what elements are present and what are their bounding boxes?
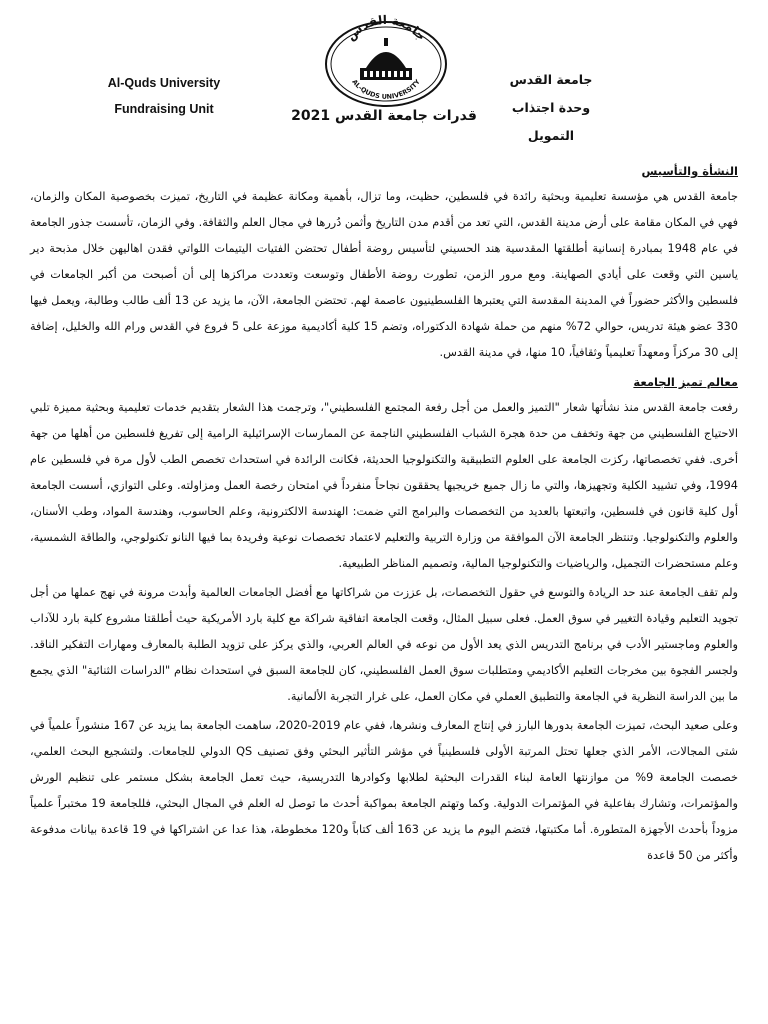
logo-text-ar: جامعة القدس [343, 12, 429, 44]
unit-name-ar: وحدة اجتذاب التمويل [511, 100, 591, 143]
university-name-en: Al-Quds University [107, 76, 221, 90]
paragraph: وعلى صعيد البحث، تميزت الجامعة بدورها البارز في إنتاج المعارف ونشرها، ففي عام 2019-2020، ساهمت الجامعة بما يزيد عن 167 منشوراً علمياً في شتى المجالات، الأمر الذي جعلها تحتل المرتبة الأولى فلسطينياً في مؤشر التأثير البحثي وفق تصنيف QS الدولي للجامعات. ولتشجيع البحث العلمي، خصصت الجامعة 9% من موازنتها العامة لبناء القدرات البحثية لطلابها وكوادرها التدريسية، حيث تعمل الجامعة بشكل مستمر على تنظيم الورش والمؤتمرات، وتشارك بفاعلية في المؤتمرات الدولية. وكما وتهتم الجامعة بمواكبة أحدث ما توصل له العلم في المجال البحثي، فللجامعة 19 مختبراً علمياً مزوداً بأحدث الأجهزة المتطورة. أما مكتبتها، فتضم اليوم ما يزيد عن 163 ألف كتاباً و120 مخطوطة، هذا عدا عن اشتراكها في 19 قاعدة بيانات مدفوعة وأكثر من 50 قاعدة [30, 719, 739, 862]
logo-text-en: AL-QUDS UNIVERSITY [350, 77, 422, 101]
document-body [30, 158, 738, 872]
university-name-ar: جامعة القدس [509, 72, 593, 87]
section-heading-excellence: معالم تميز الجامعة [633, 375, 738, 389]
university-logo [320, 8, 452, 108]
unit-name-en: Fundraising Unit [114, 102, 214, 116]
document-title: قدرات جامعة القدس 2021 [291, 108, 477, 124]
paragraph: ولم تقف الجامعة عند حد الريادة والتوسع في حقول التخصصات، بل عززت من شراكاتها مع أفضل الجامعات العالمية وأبدت مرونة في نهج عملها من أجل تجويد التعليم وقيادة التغيير في سوق العمل. فعلى سبيل المثال، وقعت الجامعة اتفاقية شراكة مع كلية بارد الأمريكية حيث أطلقتا مشروع كلية بارد للآداب والعلوم وماجستير الأدب في برنامج التدريس الذي يعد الأول من نوعه في العالم العربي، والذي يركز على تزويد الطلبة بالمعارف ومهارات التفكير الناقد. ولجسر الفجوة بين مخرجات التعليم الأكاديمي ومتطلبات سوق العمل الفلسطيني، كان للجامعة السبق في استحداث نظام "الدراسات الثنائية" الذي يجمع ما بين الدراسة النظرية في الجامعة والتطبيق العملي في مكان العمل، على غرار التجربة الألمانية. [30, 586, 738, 703]
paragraph: جامعة القدس هي مؤسسة تعليمية وبحثية رائدة في فلسطين، حظيت، وما تزال، بأهمية ومكانة عظيمة في التاريخ، تميزت بخصوصية المكان والزمان، فهي في المكان مقامة على أرض مدينة القدس، التي تعد من أقدم مدن التاريخ وأثمن دُررها في مجال العلم والثقافة. وفي الزمان، تأسست جذور الجامعة في عام 1948 بمبادرة إنسانية أطلقتها المقدسية هند الحسيني لتأسيس روضة أطفال تحتضن الفتيات اليتيمات اللواتي فقدن اهاليهن خلال مذبحة دير ياسين التي وقعت على أيادي الصهاينة. ومع مرور الزمن، تطورت روضة الأطفال وتوسعت وتعددت مراكزها إلى أن أصبحت من أكبر الجامعات في فلسطين والأكثر حضوراً في المدينة المقدسة التي يعتبرها الفلسطينيون عاصمة لهم. تحتضن الجامعة، الآن، ما يزيد عن 13 ألف طالب وطالبة، ويعمل فيها 330 عضو هيئة تدريس، حوالي 72% منهم من حملة شهادة الدكتوراه، وتضم 15 كلية أكاديمية موزعة على 5 فروع في القدس ورام الله والخليل، إضافة إلى 30 مركزاً ومعهداً تعليمياً وثقافياً، 10 منها، في مدينة القدس. [30, 190, 739, 359]
paragraph: رفعت جامعة القدس منذ نشأتها شعار "التميز والعمل من أجل رفعة المجتمع الفلسطيني"، وترجمت هذا الشعار بتقديم خدمات تعليمية وبحثية مميزة تلبي الاحتياج الفلسطيني من جهة وتخفف من حدة هجرة الشباب الفلسطيني الناجمة عن الممارسات الإسرائيلية الرامية إلى تفريغ فلسطين من أهلها من جهة أخرى. ففي تخصصاتها، ركزت الجامعة على العلوم التطبيقية والتكنولوجيا الحديثة، فكانت الرائدة في استحداث تخصص الطب لأول مرة في فلسطين عام 1994، وفي تشييد الكلية وتجهيزها، والتي ما زال جميع خريجيها يحققون نجاحاً منفرداً في امتحان رخصة العمل ومزاولته. وعلى التوازي، أسست الجامعة أول كلية قانون في فلسطين، واتبعتها بالعديد من التخصصات والبرامج التي ضمت: الهندسة الالكترونية، وعلم الحاسوب، وهندسة المواد، وطب الأسنان، والعلوم والتكنولوجيا. وتنتظر الجامعة الآن الموافقة من وزارة التربية والتعليم لاعتماد تخصصات نوعية وفريدة بما فيها النانو تكنولوجي، والطاقة الشمسية، وعلم مستحضرات التجميل، والرياضيات والتكنولوجيا المالية، وتصميم المناظر الطبيعية. [30, 401, 738, 570]
section-heading-founding: النشأة والتأسيس [641, 164, 738, 178]
